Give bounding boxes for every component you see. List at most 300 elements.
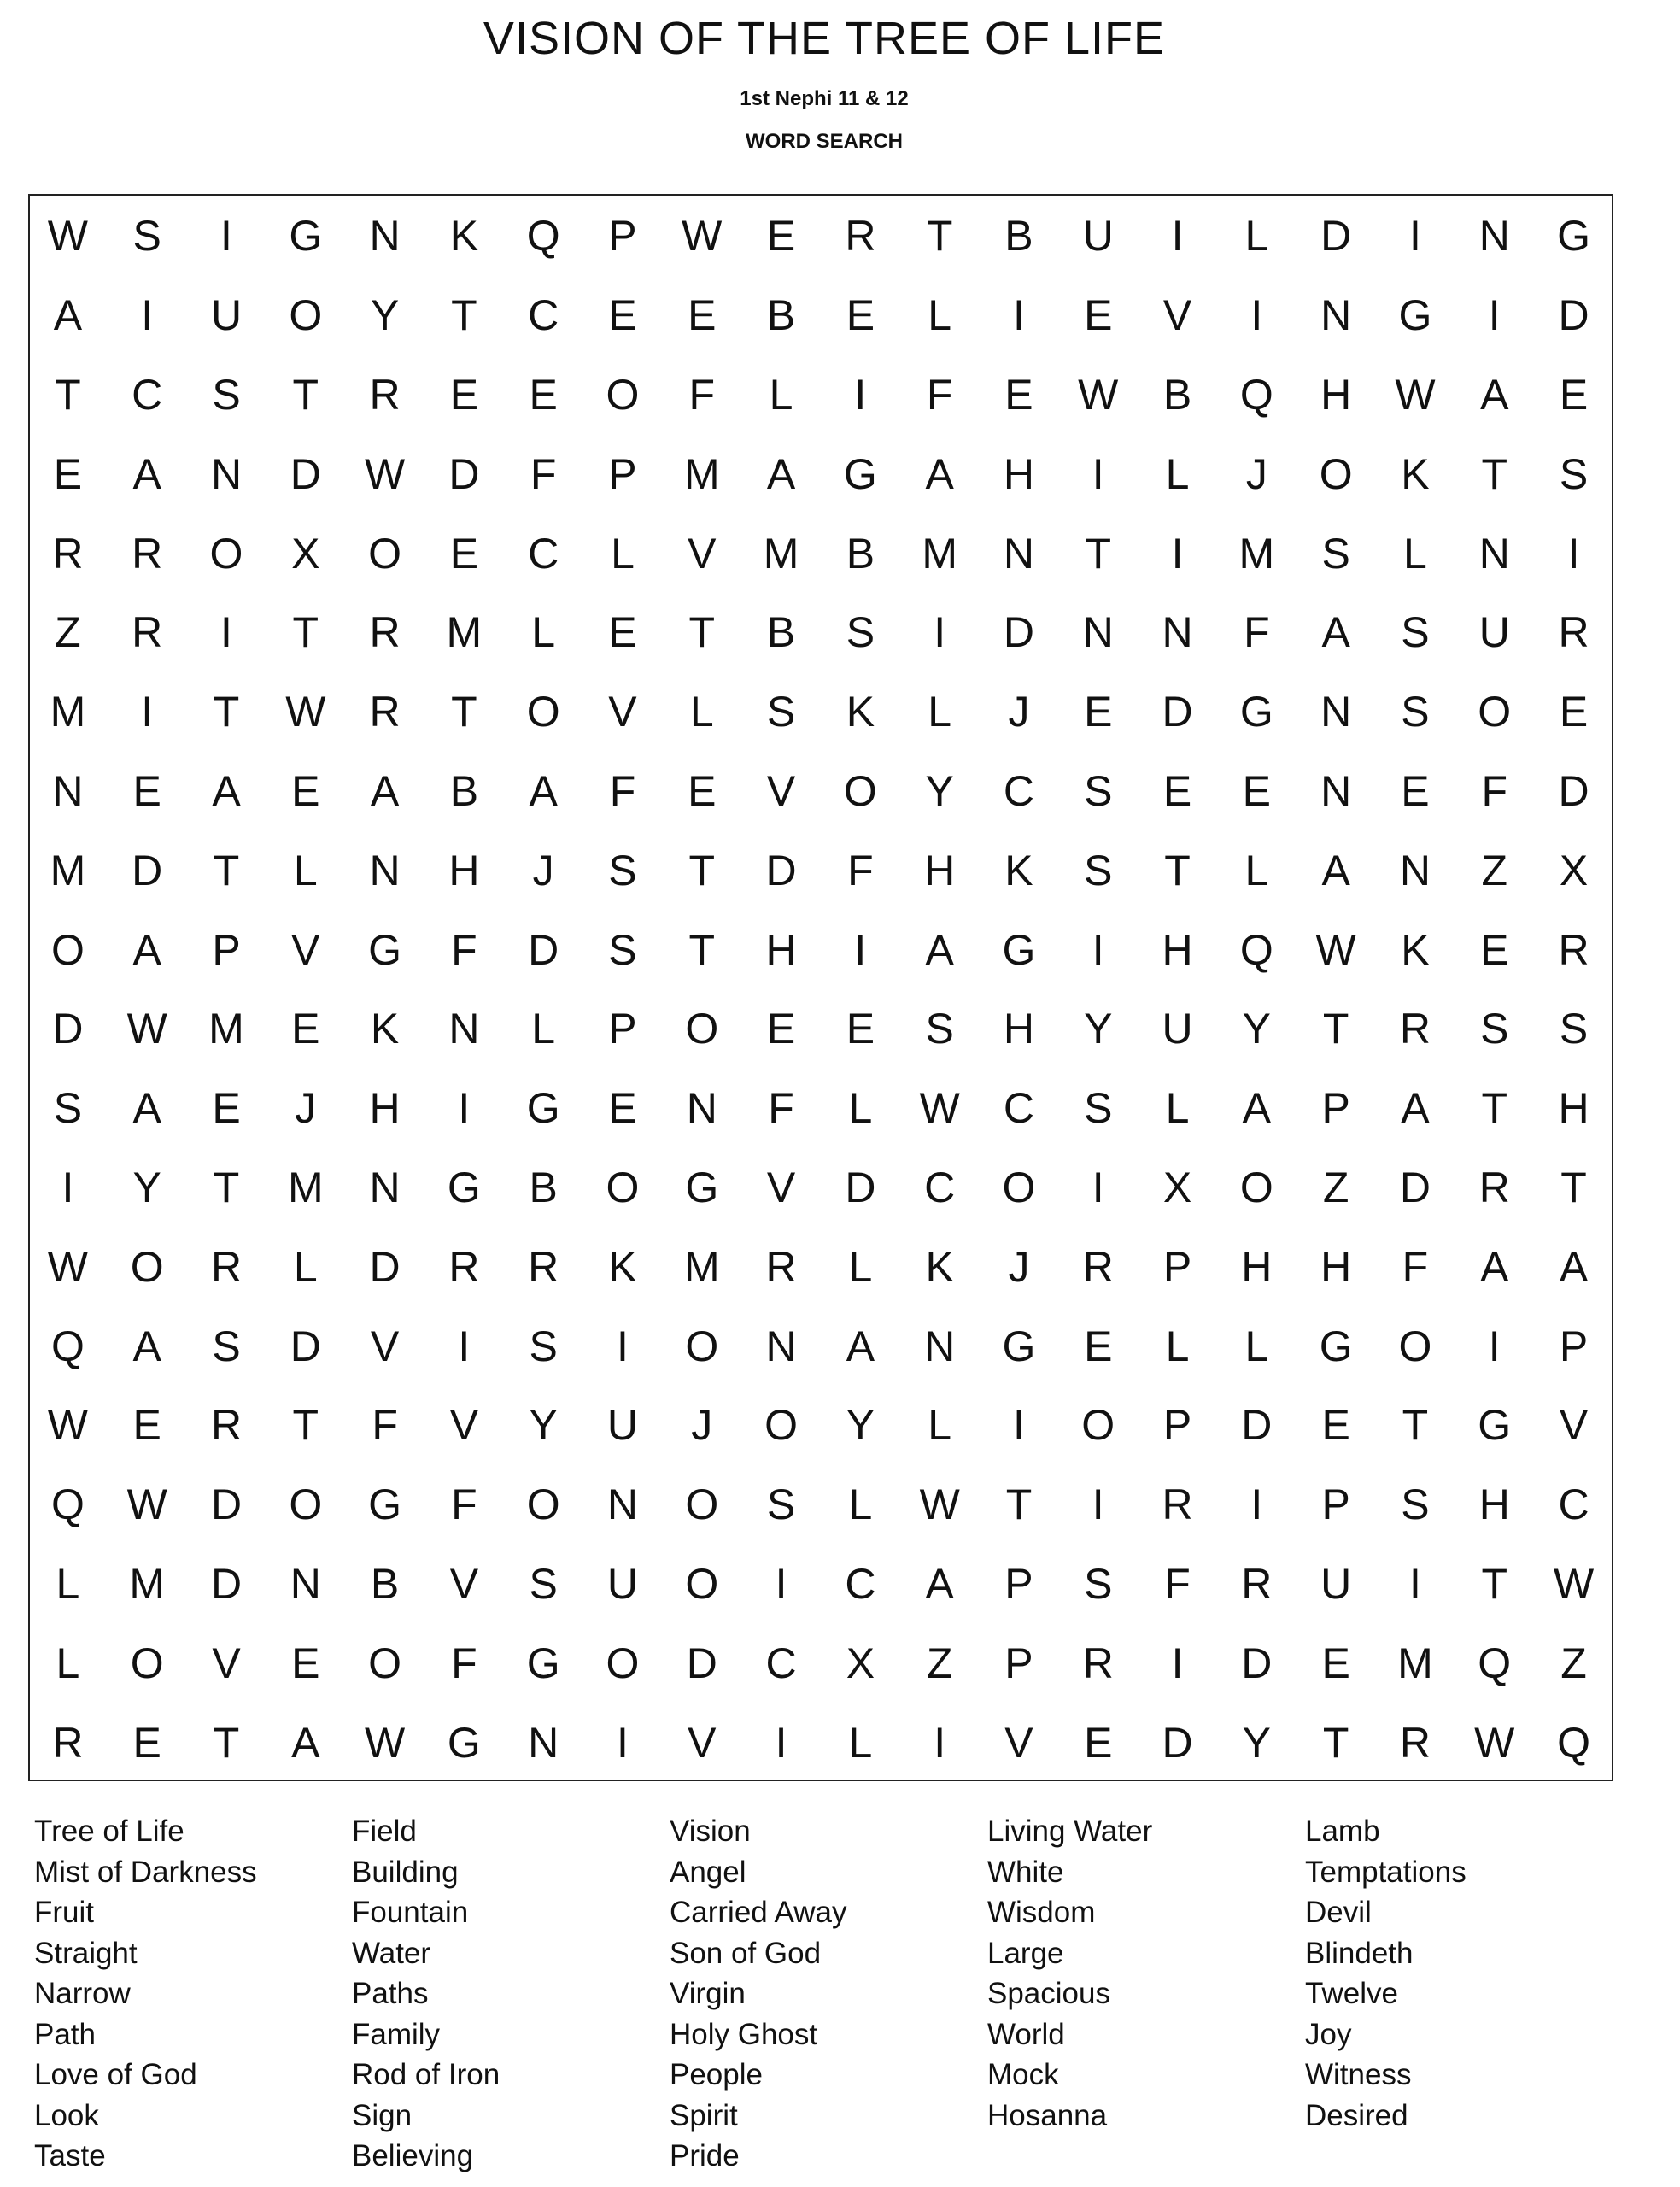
grid-letter[interactable]: M: [287, 1163, 324, 1211]
grid-letter[interactable]: E: [766, 212, 796, 261]
grid-letter[interactable]: V: [291, 925, 320, 974]
grid-letter[interactable]: F: [1481, 766, 1508, 815]
grid-letter[interactable]: N: [924, 1322, 956, 1370]
grid-letter[interactable]: M: [683, 1242, 720, 1291]
grid-letter[interactable]: S: [608, 846, 637, 894]
grid-letter[interactable]: Y: [529, 1401, 558, 1450]
grid-letter[interactable]: R: [1399, 1718, 1431, 1767]
grid-letter[interactable]: E: [1321, 1401, 1350, 1450]
grid-letter[interactable]: D: [528, 925, 559, 974]
grid-letter[interactable]: T: [451, 291, 477, 340]
grid-letter[interactable]: S: [212, 1322, 241, 1370]
grid-letter[interactable]: D: [132, 846, 163, 894]
grid-letter[interactable]: H: [1003, 449, 1035, 498]
grid-letter[interactable]: F: [847, 846, 874, 894]
grid-letter[interactable]: X: [846, 1639, 875, 1687]
grid-letter[interactable]: T: [926, 212, 953, 261]
grid-letter[interactable]: D: [1241, 1639, 1273, 1687]
grid-letter[interactable]: S: [766, 688, 796, 736]
grid-letter[interactable]: T: [1481, 449, 1508, 498]
grid-letter[interactable]: M: [129, 1559, 166, 1608]
grid-letter[interactable]: A: [1401, 1084, 1430, 1133]
grid-letter[interactable]: W: [364, 449, 406, 498]
grid-letter[interactable]: T: [213, 846, 240, 894]
grid-letter[interactable]: E: [529, 370, 558, 419]
grid-letter[interactable]: F: [451, 1639, 477, 1687]
grid-letter[interactable]: I: [934, 1718, 946, 1767]
grid-letter[interactable]: E: [608, 291, 637, 340]
grid-letter[interactable]: P: [1004, 1559, 1033, 1608]
grid-letter[interactable]: D: [1162, 1718, 1193, 1767]
grid-letter[interactable]: W: [1474, 1718, 1515, 1767]
grid-letter[interactable]: M: [50, 688, 86, 736]
grid-letter[interactable]: I: [1408, 1559, 1421, 1608]
grid-letter[interactable]: B: [529, 1163, 558, 1211]
grid-letter[interactable]: I: [617, 1322, 629, 1370]
grid-letter[interactable]: P: [1162, 1401, 1192, 1450]
grid-letter[interactable]: A: [1242, 1084, 1272, 1133]
grid-letter[interactable]: A: [925, 449, 954, 498]
grid-letter[interactable]: C: [845, 1559, 876, 1608]
grid-letter[interactable]: O: [1081, 1401, 1115, 1450]
grid-letter[interactable]: S: [1480, 1005, 1509, 1053]
grid-letter[interactable]: W: [285, 688, 326, 736]
grid-letter[interactable]: R: [52, 529, 84, 578]
grid-letter[interactable]: P: [608, 449, 637, 498]
grid-letter[interactable]: D: [765, 846, 797, 894]
grid-letter[interactable]: W: [1078, 370, 1119, 419]
grid-letter[interactable]: N: [1003, 529, 1035, 578]
grid-letter[interactable]: A: [1321, 846, 1350, 894]
grid-letter[interactable]: I: [1250, 1480, 1263, 1529]
grid-letter[interactable]: S: [925, 1005, 954, 1053]
grid-letter[interactable]: C: [132, 370, 163, 419]
grid-letter[interactable]: Y: [846, 1401, 875, 1450]
grid-letter[interactable]: L: [531, 608, 556, 657]
grid-letter[interactable]: G: [368, 1480, 402, 1529]
grid-letter[interactable]: Q: [1557, 1718, 1590, 1767]
grid-letter[interactable]: A: [925, 1559, 954, 1608]
grid-letter[interactable]: T: [213, 688, 240, 736]
grid-letter[interactable]: I: [1408, 212, 1421, 261]
grid-letter[interactable]: N: [1399, 846, 1431, 894]
letter-grid[interactable]: [28, 196, 1613, 1782]
grid-letter[interactable]: I: [458, 1322, 471, 1370]
grid-letter[interactable]: S: [1321, 529, 1350, 578]
grid-letter[interactable]: O: [685, 1559, 719, 1608]
grid-letter[interactable]: F: [1402, 1242, 1429, 1291]
grid-letter[interactable]: P: [1321, 1480, 1350, 1529]
grid-letter[interactable]: E: [1559, 370, 1589, 419]
grid-letter[interactable]: T: [1322, 1005, 1349, 1053]
grid-letter[interactable]: E: [846, 291, 875, 340]
grid-letter[interactable]: D: [1399, 1163, 1431, 1211]
grid-letter[interactable]: V: [688, 529, 717, 578]
grid-letter[interactable]: M: [50, 846, 86, 894]
grid-letter[interactable]: W: [126, 1005, 167, 1053]
grid-letter[interactable]: G: [447, 1163, 481, 1211]
grid-letter[interactable]: E: [688, 766, 717, 815]
grid-letter[interactable]: S: [53, 1084, 83, 1133]
grid-letter[interactable]: E: [1321, 1639, 1350, 1687]
grid-letter[interactable]: S: [1401, 1480, 1430, 1529]
grid-letter[interactable]: T: [213, 1718, 240, 1767]
grid-letter[interactable]: O: [1398, 1322, 1432, 1370]
grid-letter[interactable]: H: [1162, 925, 1193, 974]
grid-letter[interactable]: X: [1162, 1163, 1192, 1211]
grid-letter[interactable]: I: [458, 1084, 471, 1133]
grid-letter[interactable]: H: [1478, 1480, 1510, 1529]
grid-letter[interactable]: A: [1480, 370, 1509, 419]
grid-letter[interactable]: Y: [370, 291, 400, 340]
grid-letter[interactable]: E: [608, 1084, 637, 1133]
grid-letter[interactable]: W: [919, 1084, 960, 1133]
grid-letter[interactable]: I: [1171, 529, 1184, 578]
grid-letter[interactable]: E: [1084, 1718, 1113, 1767]
grid-letter[interactable]: V: [1559, 1401, 1589, 1450]
grid-letter[interactable]: G: [526, 1084, 560, 1133]
grid-letter[interactable]: N: [369, 846, 401, 894]
grid-letter[interactable]: O: [1239, 1163, 1273, 1211]
grid-letter[interactable]: J: [295, 1084, 317, 1133]
grid-letter[interactable]: B: [449, 766, 479, 815]
grid-letter[interactable]: E: [449, 529, 479, 578]
grid-letter[interactable]: E: [766, 1005, 796, 1053]
grid-letter[interactable]: N: [1320, 291, 1352, 340]
grid-letter[interactable]: O: [289, 291, 323, 340]
grid-letter[interactable]: R: [1162, 1480, 1193, 1529]
grid-letter[interactable]: D: [448, 449, 480, 498]
grid-letter[interactable]: S: [1559, 1005, 1589, 1053]
grid-letter[interactable]: O: [368, 529, 402, 578]
grid-letter[interactable]: O: [289, 1480, 323, 1529]
grid-letter[interactable]: D: [686, 1639, 717, 1687]
grid-letter[interactable]: O: [1319, 449, 1353, 498]
grid-letter[interactable]: Q: [526, 212, 560, 261]
grid-letter[interactable]: R: [1082, 1242, 1114, 1291]
grid-letter[interactable]: V: [766, 766, 796, 815]
grid-letter[interactable]: S: [212, 370, 241, 419]
grid-letter[interactable]: Q: [1239, 925, 1273, 974]
grid-letter[interactable]: H: [1320, 1242, 1352, 1291]
grid-letter[interactable]: Y: [1084, 1005, 1113, 1053]
grid-letter[interactable]: N: [528, 1718, 559, 1767]
grid-letter[interactable]: I: [775, 1559, 787, 1608]
grid-letter[interactable]: D: [290, 1322, 321, 1370]
grid-letter[interactable]: R: [52, 1718, 84, 1767]
grid-letter[interactable]: S: [766, 1480, 796, 1529]
grid-letter[interactable]: I: [617, 1718, 629, 1767]
grid-letter[interactable]: S: [1401, 608, 1430, 657]
grid-letter[interactable]: D: [1003, 608, 1035, 657]
grid-letter[interactable]: L: [56, 1559, 80, 1608]
grid-letter[interactable]: L: [848, 1718, 873, 1767]
grid-letter[interactable]: O: [606, 1639, 640, 1687]
grid-letter[interactable]: U: [1162, 1005, 1193, 1053]
grid-letter[interactable]: K: [1004, 846, 1033, 894]
grid-letter[interactable]: O: [685, 1005, 719, 1053]
grid-letter[interactable]: I: [61, 1163, 74, 1211]
grid-letter[interactable]: V: [688, 1718, 717, 1767]
grid-letter[interactable]: A: [53, 291, 83, 340]
grid-letter[interactable]: A: [1559, 1242, 1589, 1291]
grid-letter[interactable]: T: [1481, 1559, 1508, 1608]
grid-letter[interactable]: B: [766, 608, 796, 657]
grid-letter[interactable]: V: [212, 1639, 241, 1687]
grid-letter[interactable]: E: [212, 1084, 241, 1133]
grid-letter[interactable]: X: [1559, 846, 1589, 894]
grid-letter[interactable]: B: [1162, 370, 1192, 419]
grid-letter[interactable]: N: [1162, 608, 1193, 657]
grid-letter[interactable]: G: [1557, 212, 1590, 261]
grid-letter[interactable]: R: [132, 529, 163, 578]
grid-letter[interactable]: N: [1478, 529, 1510, 578]
grid-letter[interactable]: D: [845, 1163, 876, 1211]
grid-letter[interactable]: K: [925, 1242, 954, 1291]
grid-letter[interactable]: E: [132, 766, 161, 815]
grid-letter[interactable]: T: [1481, 1084, 1508, 1133]
grid-letter[interactable]: H: [369, 1084, 401, 1133]
grid-letter[interactable]: I: [1013, 291, 1025, 340]
grid-letter[interactable]: U: [1082, 212, 1114, 261]
grid-letter[interactable]: S: [529, 1322, 558, 1370]
grid-letter[interactable]: W: [682, 212, 723, 261]
grid-letter[interactable]: K: [608, 1242, 637, 1291]
grid-letter[interactable]: F: [451, 925, 477, 974]
grid-letter[interactable]: D: [210, 1559, 243, 1608]
grid-letter[interactable]: D: [1320, 212, 1352, 261]
grid-letter[interactable]: A: [291, 1718, 320, 1767]
grid-letter[interactable]: Z: [1322, 1163, 1349, 1211]
grid-letter[interactable]: I: [141, 688, 154, 736]
grid-letter[interactable]: S: [1084, 846, 1113, 894]
grid-letter[interactable]: R: [210, 1401, 243, 1450]
grid-letter[interactable]: M: [763, 529, 799, 578]
grid-letter[interactable]: L: [293, 1242, 318, 1291]
grid-letter[interactable]: F: [609, 766, 636, 815]
grid-letter[interactable]: K: [1401, 449, 1430, 498]
grid-letter[interactable]: H: [1241, 1242, 1273, 1291]
grid-letter[interactable]: I: [1013, 1401, 1025, 1450]
grid-letter[interactable]: O: [685, 1322, 719, 1370]
grid-letter[interactable]: G: [1239, 688, 1273, 736]
grid-letter[interactable]: F: [530, 449, 557, 498]
grid-letter[interactable]: I: [934, 608, 946, 657]
grid-letter[interactable]: L: [848, 1084, 873, 1133]
grid-letter[interactable]: S: [132, 212, 161, 261]
grid-letter[interactable]: E: [132, 1718, 161, 1767]
grid-letter[interactable]: Z: [1560, 1639, 1587, 1687]
grid-letter[interactable]: H: [765, 925, 797, 974]
grid-letter[interactable]: O: [209, 529, 243, 578]
grid-letter[interactable]: W: [47, 212, 88, 261]
grid-letter[interactable]: G: [289, 212, 323, 261]
grid-letter[interactable]: T: [1560, 1163, 1587, 1211]
grid-letter[interactable]: S: [846, 608, 875, 657]
grid-letter[interactable]: R: [132, 608, 163, 657]
grid-letter[interactable]: G: [1398, 291, 1432, 340]
grid-letter[interactable]: V: [766, 1163, 796, 1211]
grid-letter[interactable]: E: [1401, 766, 1430, 815]
grid-letter[interactable]: F: [768, 1084, 794, 1133]
grid-letter[interactable]: R: [448, 1242, 480, 1291]
grid-letter[interactable]: T: [292, 608, 319, 657]
grid-letter[interactable]: A: [370, 766, 400, 815]
grid-letter[interactable]: I: [1092, 1163, 1104, 1211]
grid-letter[interactable]: I: [220, 212, 232, 261]
grid-letter[interactable]: S: [1559, 449, 1589, 498]
grid-letter[interactable]: C: [1558, 1480, 1589, 1529]
grid-letter[interactable]: G: [368, 925, 402, 974]
grid-letter[interactable]: W: [47, 1242, 88, 1291]
grid-letter[interactable]: E: [449, 370, 479, 419]
grid-letter[interactable]: L: [293, 846, 318, 894]
grid-letter[interactable]: S: [1084, 766, 1113, 815]
grid-letter[interactable]: C: [528, 291, 559, 340]
grid-letter[interactable]: Z: [926, 1639, 953, 1687]
grid-letter[interactable]: D: [1162, 688, 1193, 736]
grid-letter[interactable]: R: [845, 212, 876, 261]
grid-letter[interactable]: L: [1165, 449, 1190, 498]
grid-letter[interactable]: L: [1244, 846, 1269, 894]
grid-letter[interactable]: T: [55, 370, 81, 419]
grid-letter[interactable]: M: [1397, 1639, 1433, 1687]
grid-letter[interactable]: O: [526, 1480, 560, 1529]
grid-letter[interactable]: J: [1008, 1242, 1030, 1291]
grid-letter[interactable]: R: [1082, 1639, 1114, 1687]
grid-letter[interactable]: B: [846, 529, 875, 578]
grid-letter[interactable]: O: [606, 1163, 640, 1211]
grid-letter[interactable]: E: [688, 291, 717, 340]
grid-letter[interactable]: B: [370, 1559, 400, 1608]
grid-letter[interactable]: T: [1402, 1401, 1429, 1450]
grid-letter[interactable]: I: [775, 1718, 787, 1767]
grid-letter[interactable]: S: [529, 1559, 558, 1608]
grid-letter[interactable]: W: [364, 1718, 406, 1767]
grid-letter[interactable]: L: [1165, 1084, 1190, 1133]
grid-letter[interactable]: E: [1162, 766, 1192, 815]
grid-letter[interactable]: T: [292, 1401, 319, 1450]
grid-letter[interactable]: E: [608, 608, 637, 657]
grid-letter[interactable]: Q: [50, 1480, 85, 1529]
grid-letter[interactable]: A: [132, 1084, 161, 1133]
grid-letter[interactable]: Q: [1478, 1639, 1512, 1687]
grid-letter[interactable]: L: [769, 370, 793, 419]
grid-letter[interactable]: T: [688, 608, 716, 657]
grid-letter[interactable]: O: [526, 688, 560, 736]
grid-letter[interactable]: P: [608, 212, 637, 261]
grid-letter[interactable]: B: [766, 291, 796, 340]
grid-letter[interactable]: J: [1008, 688, 1030, 736]
grid-letter[interactable]: E: [1559, 688, 1589, 736]
grid-letter[interactable]: U: [1478, 608, 1510, 657]
grid-letter[interactable]: N: [210, 449, 243, 498]
grid-letter[interactable]: V: [1004, 1718, 1033, 1767]
grid-letter[interactable]: G: [1002, 1322, 1036, 1370]
grid-letter[interactable]: R: [1478, 1163, 1510, 1211]
grid-letter[interactable]: K: [449, 212, 479, 261]
grid-letter[interactable]: G: [843, 449, 877, 498]
grid-letter[interactable]: L: [611, 529, 635, 578]
grid-letter[interactable]: A: [1321, 608, 1350, 657]
grid-letter[interactable]: L: [531, 1005, 556, 1053]
grid-letter[interactable]: S: [608, 925, 637, 974]
grid-letter[interactable]: I: [1488, 1322, 1501, 1370]
grid-letter[interactable]: U: [606, 1559, 639, 1608]
grid-letter[interactable]: I: [1488, 291, 1501, 340]
grid-letter[interactable]: O: [764, 1401, 799, 1450]
grid-letter[interactable]: U: [210, 291, 243, 340]
grid-letter[interactable]: P: [608, 1005, 637, 1053]
grid-letter[interactable]: P: [1004, 1639, 1033, 1687]
grid-letter[interactable]: Z: [1481, 846, 1508, 894]
grid-letter[interactable]: F: [688, 370, 716, 419]
grid-letter[interactable]: A: [132, 925, 161, 974]
grid-letter[interactable]: I: [1171, 1639, 1184, 1687]
grid-letter[interactable]: V: [370, 1322, 400, 1370]
grid-letter[interactable]: T: [292, 370, 319, 419]
grid-letter[interactable]: N: [369, 1163, 401, 1211]
grid-letter[interactable]: L: [848, 1242, 873, 1291]
grid-letter[interactable]: S: [1084, 1084, 1113, 1133]
grid-letter[interactable]: K: [1401, 925, 1430, 974]
grid-letter[interactable]: O: [685, 1480, 719, 1529]
grid-letter[interactable]: R: [765, 1242, 797, 1291]
grid-letter[interactable]: I: [854, 370, 867, 419]
grid-letter[interactable]: O: [130, 1639, 164, 1687]
grid-letter[interactable]: H: [1320, 370, 1352, 419]
grid-letter[interactable]: K: [370, 1005, 400, 1053]
grid-letter[interactable]: G: [685, 1163, 719, 1211]
grid-letter[interactable]: F: [926, 370, 953, 419]
grid-letter[interactable]: X: [291, 529, 320, 578]
grid-letter[interactable]: A: [1480, 1242, 1509, 1291]
grid-letter[interactable]: G: [1478, 1401, 1512, 1450]
grid-letter[interactable]: H: [1003, 1005, 1035, 1053]
grid-letter[interactable]: F: [372, 1401, 398, 1450]
grid-letter[interactable]: N: [52, 766, 84, 815]
grid-letter[interactable]: O: [843, 766, 877, 815]
grid-letter[interactable]: E: [132, 1401, 161, 1450]
grid-letter[interactable]: N: [290, 1559, 321, 1608]
grid-letter[interactable]: P: [212, 925, 241, 974]
grid-letter[interactable]: G: [1002, 925, 1036, 974]
grid-letter[interactable]: K: [846, 688, 875, 736]
grid-letter[interactable]: I: [1171, 212, 1184, 261]
grid-letter[interactable]: A: [529, 766, 558, 815]
grid-letter[interactable]: N: [448, 1005, 480, 1053]
grid-letter[interactable]: I: [1250, 291, 1263, 340]
grid-letter[interactable]: E: [1084, 688, 1113, 736]
grid-letter[interactable]: B: [1004, 212, 1033, 261]
grid-letter[interactable]: L: [1165, 1322, 1190, 1370]
grid-letter[interactable]: R: [369, 688, 401, 736]
grid-letter[interactable]: I: [1092, 1480, 1104, 1529]
grid-letter[interactable]: O: [1002, 1163, 1036, 1211]
grid-letter[interactable]: J: [691, 1401, 713, 1450]
grid-letter[interactable]: J: [532, 846, 554, 894]
grid-letter[interactable]: U: [606, 1401, 639, 1450]
grid-letter[interactable]: M: [922, 529, 957, 578]
grid-letter[interactable]: S: [1084, 1559, 1113, 1608]
grid-letter[interactable]: N: [686, 1084, 717, 1133]
grid-letter[interactable]: E: [846, 1005, 875, 1053]
grid-letter[interactable]: Y: [1242, 1718, 1272, 1767]
grid-letter[interactable]: C: [528, 529, 559, 578]
grid-letter[interactable]: T: [1005, 1480, 1033, 1529]
grid-letter[interactable]: V: [1162, 291, 1192, 340]
grid-letter[interactable]: H: [1558, 1084, 1589, 1133]
